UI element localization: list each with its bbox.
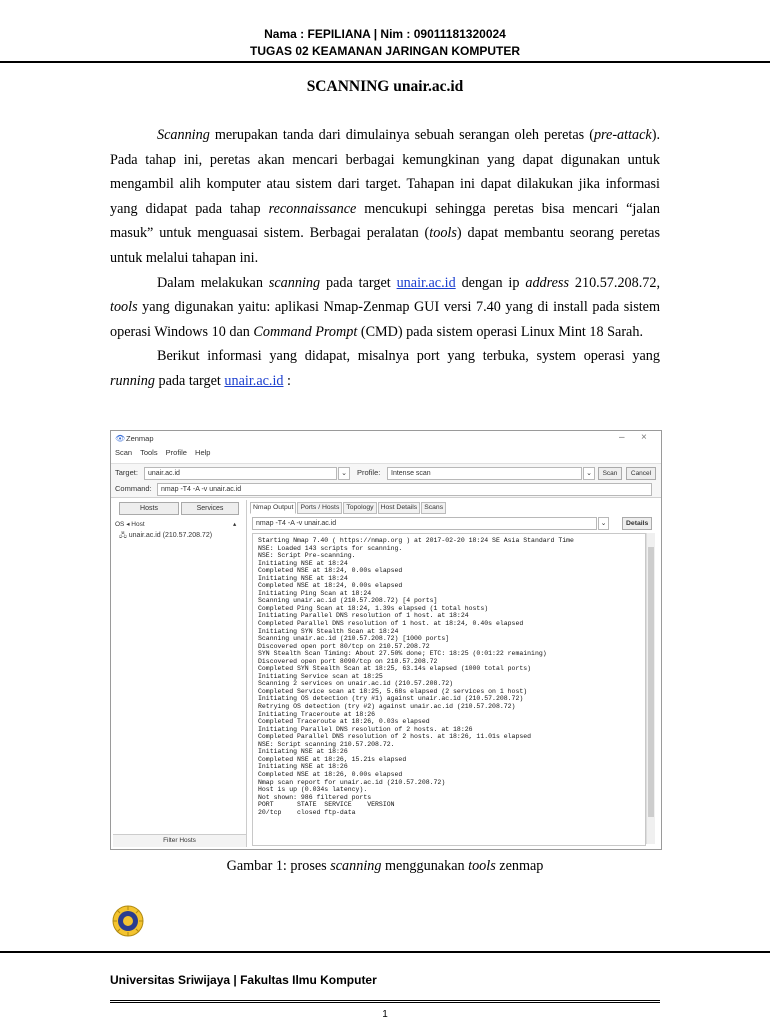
tab-ports-hosts[interactable]: Ports / Hosts	[297, 502, 342, 514]
output-line: Scanning unair.ac.id (210.57.208.72) [1000 ports]	[258, 635, 450, 643]
scrollbar-thumb[interactable]	[648, 547, 654, 817]
term-command-prompt: Command Prompt	[253, 323, 358, 340]
paragraph-tools-used	[110, 271, 660, 345]
page-number-rule	[110, 1002, 660, 1003]
term-scanning: scanning	[268, 274, 321, 291]
details-button[interactable]: Details	[622, 517, 652, 530]
sort-up-icon[interactable]: ▴	[233, 521, 237, 528]
text-run: dengan ip	[455, 274, 526, 291]
figure-caption	[0, 858, 770, 875]
term-running: running	[110, 372, 155, 389]
output-line: Initiating Service scan at 18:25	[258, 672, 383, 680]
zenmap-title-bar	[111, 431, 661, 447]
output-scrollbar[interactable]	[646, 533, 655, 844]
output-line: Completed Ping Scan at 18:24, 1.39s elapsed (1 total hosts)	[258, 604, 489, 612]
term-scanning: scanning	[330, 858, 382, 874]
os-icon: 🖧	[119, 532, 127, 539]
output-line: Scanning 2 services on unair.ac.id (210.57.208.72)	[258, 680, 454, 688]
text-run: zenmap	[495, 858, 544, 874]
target-label: Target:	[115, 468, 138, 477]
output-line: NSE: Loaded 143 scripts for scanning.	[258, 544, 403, 552]
output-lines	[258, 537, 574, 816]
menu-help[interactable]: Help	[195, 448, 211, 457]
menu-tools[interactable]: Tools	[140, 448, 158, 457]
page-header	[0, 26, 770, 60]
text-run: Gambar 1: proses	[226, 858, 331, 874]
university-logo-icon	[112, 905, 144, 937]
tab-topology[interactable]: Topology	[343, 502, 376, 514]
text-run: (CMD) pada sistem operasi Linux Mint 18 Sarah.	[357, 323, 643, 340]
output-tabs	[250, 502, 447, 514]
output-line: Initiating NSE at 18:26	[258, 763, 348, 771]
target-link[interactable]: unair.ac.id	[396, 274, 456, 291]
output-line: Completed Traceroute at 18:26, 0.03s elapsed	[258, 718, 430, 726]
output-command-select[interactable]: nmap -T4 -A -v unair.ac.id	[252, 517, 597, 530]
text-run: pada target	[320, 274, 397, 291]
output-line: Host is up (0.034s latency).	[258, 786, 368, 794]
header-course: TUGAS 02 KEAMANAN JARINGAN KOMPUTER	[249, 44, 521, 58]
output-line: NSE: Script scanning 210.57.208.72.	[258, 740, 395, 748]
output-dropdown-icon[interactable]: ⌄	[598, 517, 609, 530]
output-line: Retrying OS detection (try #2) against unair.ac.id (210.57.208.72)	[258, 703, 516, 711]
output-pane	[250, 500, 659, 847]
command-row	[111, 481, 661, 498]
command-label: Command:	[115, 484, 152, 493]
output-line: Completed SYN Stealth Scan at 18:25, 63.14s elapsed (1000 total ports)	[258, 665, 532, 673]
output-line: NSE: Script Pre-scanning.	[258, 552, 356, 560]
term-pre-attack: pre-attack	[593, 127, 652, 143]
profile-dropdown-icon[interactable]: ⌄	[583, 467, 595, 480]
zenmap-window-title: Zenmap	[126, 434, 154, 443]
output-line: Initiating OS detection (try #1) against unair.ac.id (210.57.208.72)	[258, 695, 524, 703]
text-run: merupakan tanda dari dimulainya sebuah serangan oleh peretas (	[209, 127, 594, 143]
document-title: SCANNING unair.ac.id	[306, 78, 464, 95]
output-line: Initiating Ping Scan at 18:24	[258, 589, 372, 597]
output-line: SYN Stealth Scan Timing: About 27.50% done; ETC: 18:25 (0:01:22 remaining)	[258, 650, 547, 658]
os-host-column-header[interactable]: OS ◂ Host	[115, 521, 145, 528]
tab-nmap-output[interactable]: Nmap Output	[250, 502, 296, 514]
output-line: Discovered open port 8090/tcp on 210.57.208.72	[258, 657, 438, 665]
tab-host-details[interactable]: Host Details	[378, 502, 421, 514]
output-line: Initiating Parallel DNS resolution of 1 host. at 18:24	[258, 612, 469, 620]
output-line: Completed NSE at 18:26, 15.21s elapsed	[258, 755, 407, 763]
target-input[interactable]: unair.ac.id	[144, 467, 337, 480]
body-text	[110, 123, 660, 394]
nmap-output-text	[252, 533, 646, 846]
target-link[interactable]: unair.ac.id	[224, 372, 284, 389]
output-line: Completed NSE at 18:26, 0.00s elapsed	[258, 770, 403, 778]
term-address: address	[525, 274, 569, 291]
minimize-icon[interactable]: –	[619, 432, 625, 443]
text-run: 210.57.208.72,	[568, 274, 660, 291]
footer-rule	[0, 951, 770, 953]
output-line: Initiating NSE at 18:26	[258, 748, 348, 756]
output-line: Initiating NSE at 18:24	[258, 574, 348, 582]
output-line: Discovered open port 80/tcp on 210.57.208.72	[258, 642, 430, 650]
output-line: Initiating Parallel DNS resolution of 2 hosts. at 18:26	[258, 725, 473, 733]
close-icon[interactable]: ×	[641, 432, 647, 443]
text-run: ) dapat membantu seorang peretas untuk melalui tahapan ini.	[110, 225, 660, 266]
output-line: Initiating Traceroute at 18:26	[258, 710, 376, 718]
target-dropdown-icon[interactable]: ⌄	[338, 467, 350, 480]
footer-text: Universitas Sriwijaya | Fakultas Ilmu Komputer	[110, 973, 377, 987]
page-number-rule	[110, 1000, 660, 1001]
output-line: Not shown: 986 filtered ports	[258, 793, 372, 801]
tab-hosts[interactable]: Hosts	[119, 502, 179, 515]
command-input[interactable]: nmap -T4 -A -v unair.ac.id	[157, 483, 652, 496]
output-line: 20/tcp closed ftp-data	[258, 808, 356, 816]
header-name-nim: Nama : FEPILIANA | Nim : 09011181320024	[264, 27, 506, 41]
tab-services[interactable]: Services	[181, 502, 239, 515]
menu-profile[interactable]: Profile	[165, 448, 187, 457]
output-line: Completed NSE at 18:24, 0.00s elapsed	[258, 567, 403, 575]
cancel-button[interactable]: Cancel	[626, 467, 656, 480]
filter-hosts-button[interactable]: Filter Hosts	[113, 834, 246, 847]
scan-button[interactable]: Scan	[598, 467, 622, 480]
output-line: Initiating NSE at 18:24	[258, 559, 348, 567]
host-entry-label: unair.ac.id (210.57.208.72)	[128, 532, 213, 539]
paragraph-scanning-definition	[110, 123, 660, 271]
header-rule	[0, 61, 770, 63]
term-reconnaissance: reconnaissance	[268, 200, 357, 217]
hosts-pane	[113, 500, 247, 847]
text-run: Berikut informasi yang didapat, misalnya port yang terbuka, system operasi yang	[157, 348, 660, 365]
text-run: ). Pada tahap ini, peretas akan mencari berbagai kemungkinan yang dapat digunakan untuk mengambil alih komputer atau sistem dari target. Tahapan ini dapat dilakukan jika informasi yang didapat pada tahap	[110, 127, 660, 217]
text-run: yang digunakan yaitu: aplikasi Nmap-Zenmap GUI versi 7.40 yang di install pada sistem operasi Windows 10 dan	[110, 299, 660, 340]
zenmap-menu-bar	[115, 448, 216, 457]
host-list-header	[115, 520, 237, 528]
page-number: 1	[382, 1009, 388, 1020]
text-run: pada target	[154, 372, 225, 389]
zenmap-eye-icon: 👁	[115, 434, 126, 443]
target-row	[111, 463, 661, 483]
menu-scan[interactable]: Scan	[115, 448, 133, 457]
term-tools: tools	[468, 858, 496, 874]
text-run: menggunakan	[381, 858, 469, 874]
text-run: Dalam melakukan	[157, 274, 269, 291]
text-run: :	[283, 372, 291, 389]
term-scanning: Scanning	[157, 127, 210, 143]
profile-label: Profile:	[357, 468, 381, 477]
tab-scans[interactable]: Scans	[421, 502, 446, 514]
text-run: mencukupi sehingga peretas bisa mencari “jalan masuk” untuk menguasai sistem. Berbagai peralatan (	[110, 200, 660, 242]
output-line: Nmap scan report for unair.ac.id (210.57.208.72)	[258, 778, 446, 786]
paragraph-results-intro	[110, 344, 660, 393]
output-line: PORT STATE SERVICE VERSION	[258, 801, 395, 809]
term-tools: tools	[429, 225, 457, 242]
zenmap-screenshot	[110, 430, 662, 850]
output-line: Completed NSE at 18:24, 0.00s elapsed	[258, 582, 403, 590]
output-line: Starting Nmap 7.40 ( https://nmap.org ) at 2017-02-20 18:24 SE Asia Standard Time	[258, 537, 574, 544]
output-line: Initiating SYN Stealth Scan at 18:24	[258, 627, 399, 635]
host-list-item[interactable]	[119, 531, 212, 542]
profile-select[interactable]: Intense scan	[387, 467, 582, 480]
output-line: Completed Service scan at 18:25, 5.68s elapsed (2 services on 1 host)	[258, 687, 528, 695]
output-line: Completed Parallel DNS resolution of 2 hosts. at 18:26, 11.01s elapsed	[258, 733, 532, 741]
output-line: Completed Parallel DNS resolution of 1 host. at 18:24, 0.40s elapsed	[258, 620, 524, 628]
term-tools: tools	[110, 299, 138, 316]
output-line: Scanning unair.ac.id (210.57.208.72) [4 ports]	[258, 597, 438, 605]
